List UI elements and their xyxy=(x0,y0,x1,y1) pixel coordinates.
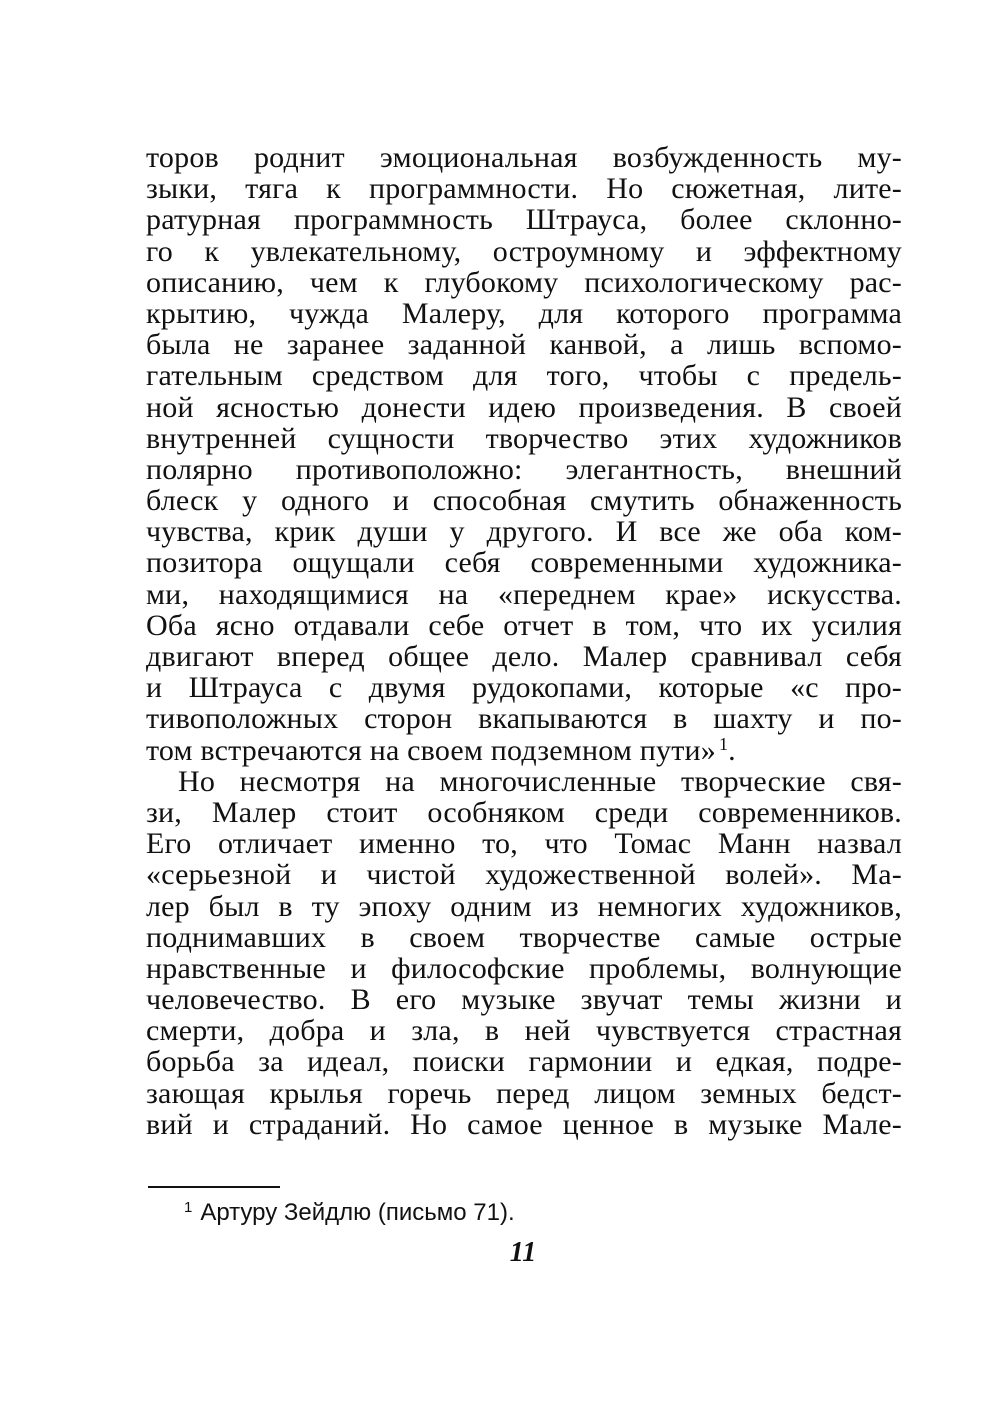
text-line: поднимавших в своем творчестве самые острые xyxy=(146,920,902,954)
text-line: ной ясностью донести идею произведения. В своей xyxy=(146,390,902,424)
text-line: позитора ощущали себя современными художника- xyxy=(146,546,902,580)
text-line: блеск у одного и способная смутить обнаженность xyxy=(146,484,902,518)
text-line: го к увлекательному, остроумному и эффектному xyxy=(146,234,902,268)
text-line: ратурная программность Штрауса, более склонно- xyxy=(146,203,902,237)
text-line: Его отличает именно то, что Томас Манн назвал xyxy=(146,827,902,861)
text-line: крытию, чужда Малеру, для которого программа xyxy=(146,296,902,330)
text-line: ми, находящимися на «переднем крае» искусства. xyxy=(146,577,902,611)
text-line: вий и страданий. Но самое ценное в музыке Мале- xyxy=(146,1107,902,1141)
text-line: смерти, добра и зла, в ней чувствуется страстная xyxy=(146,1014,902,1048)
text-line: внутренней сущности творчество этих художников xyxy=(146,421,902,455)
text-line: была не заранее заданной канвой, а лишь вспомо- xyxy=(146,328,902,362)
text-line: описанию, чем к глубокому психологическому рас- xyxy=(146,265,902,299)
text-line: зи, Малер стоит особняком среди современников. xyxy=(146,795,902,829)
footnote-reference-period: . xyxy=(728,733,736,767)
text-line: зыки, тяга к программности. Но сюжетная, лите- xyxy=(146,172,902,206)
footnote-divider xyxy=(148,1186,280,1188)
text-line: тивоположных сторон вкапываются в шахту и по- xyxy=(146,702,902,736)
footnote-reference: 1 xyxy=(718,733,729,754)
paragraph-start-line: Но несмотря на многочисленные творческие свя- xyxy=(178,764,902,798)
footnote-marker: 1 xyxy=(184,1199,193,1216)
paragraph-end-line xyxy=(146,735,902,766)
page-number: 11 xyxy=(509,1237,537,1268)
text-line: человечество. В его музыке звучат темы жизни и xyxy=(146,983,902,1017)
text-line: Оба ясно отдавали себе отчет в том, что их усилия xyxy=(146,608,902,642)
body-text xyxy=(146,142,902,1140)
text-line: чувства, крик души у другого. И все же оба ком- xyxy=(146,515,902,549)
footnote-text: Артуру Зейдлю (письмо 71). xyxy=(200,1199,515,1226)
text-line: гательным средством для того, чтобы с предель- xyxy=(146,359,902,393)
text-line: полярно противоположно: элегантность, внешний xyxy=(146,452,902,486)
text-line: том встречаются на своем подземном пути» xyxy=(146,733,716,767)
text-line: зающая крылья горечь перед лицом земных бедст- xyxy=(146,1076,902,1110)
text-line: нравственные и философские проблемы, волнующие xyxy=(146,951,902,985)
footnote xyxy=(184,1198,515,1228)
text-line: и Штрауса с двумя рудокопами, которые «с про- xyxy=(146,671,902,705)
text-line: лер был в ту эпоху одним из немногих художников, xyxy=(146,889,902,923)
text-line: «серьезной и чистой художественной волей». Ма- xyxy=(146,858,902,892)
text-line: торов роднит эмоциональная возбужденность му- xyxy=(146,141,902,174)
text-line: двигают вперед общее дело. Малер сравнивал себя xyxy=(146,640,902,673)
text-line: борьба за идеал, поиски гармонии и едкая, подре- xyxy=(146,1045,902,1079)
